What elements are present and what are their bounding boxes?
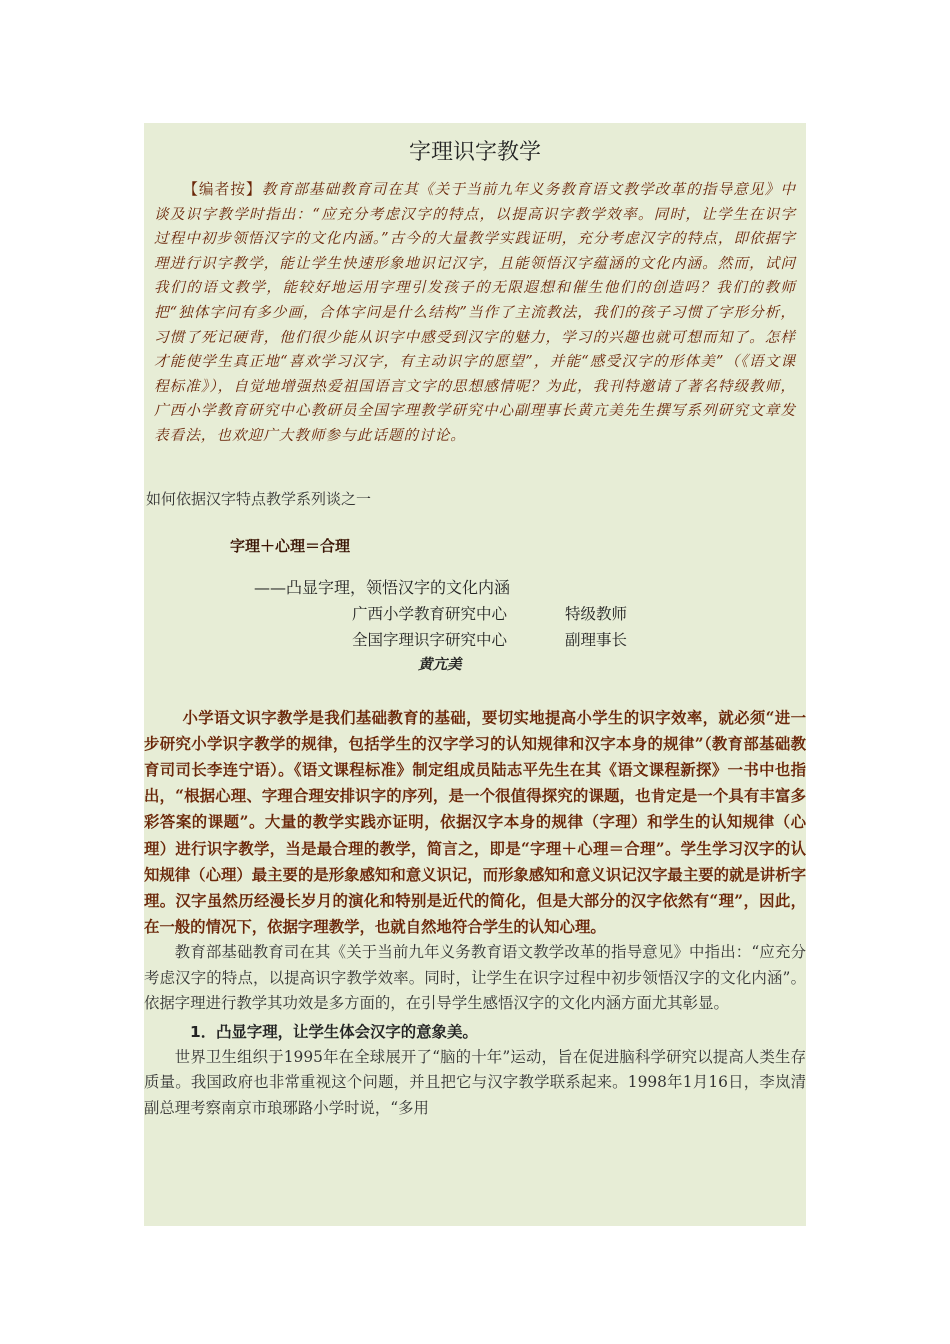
affiliation-org: 广西小学教育研究中心 (352, 604, 508, 623)
section-heading: 1．凸显字理，让学生体会汉字的意象美。 (190, 1022, 478, 1041)
author-name: 黄亢美 (418, 655, 462, 673)
author-affiliation (352, 601, 806, 627)
series-label: 如何依据汉字特点教学系列谈之一 (146, 489, 372, 508)
body-paragraph: 教育部基础教育司在其《关于当前九年义务教育语文教学改革的指导意见》中指出：“应充分考虑汉字的特点，以提高识字教学效率。同时，让学生在识字过程中初步领悟汉字的文化内涵”。依据字理进行教学其功效是多方面的，在引导学生感悟汉字的文化内涵方面尤其彰显。 (144, 943, 806, 1013)
body-paragraph-bold: 小学语文识字教学是我们基础教育的基础，要切实地提高小学生的识字效率，就必须“进一步研究小学识字教学的规律，包括学生的汉字学习的认知规律和汉字本身的规律”（教育部基础教育司司长李连宁语）。《语文课程标准》制定组成员陆志平先生在其《语文课程新探》一书中也指出，“根据心理、字理合理安排识字的序列，是一个很值得探究的课题，也肯定是一个具有丰富多彩答案的课题”。大量的教学实践亦证明，依据汉字本身的规律（字理）和学生的认知规律（心理）进行识字教学，当是最合理的教学，简言之，即是“字理＋心理＝合理”。学生学习汉字的认知规律（心理）最主要的是形象感知和意义识记，而形象感知和意义识记汉字最主要的就是讲析字理。汉字虽然历经漫长岁月的演化和特别是近代的简化，但是大部分的汉字依然有“理”，因此，在一般的情况下，依据字理教学，也就自然地符合学生的认知心理。 (144, 708, 806, 937)
article-title: 字理＋心理＝合理 (230, 536, 351, 555)
editor-note (154, 178, 796, 449)
document-page (144, 123, 806, 1226)
document-title: 字理识字教学 (408, 140, 541, 165)
editor-note-text: 教育部基础教育司在其《关于当前九年义务教育语文教学改革的指导意见》中谈及识字教学时指出：“应充分考虑汉字的特点，以提高识字教学效率。同时，让学生在识字过程中初步领悟汉字的文化内涵。”古今的大量教学实践证明，充分考虑汉字的特点，即依据字理进行识字教学，能让学生快速形象地识记汉字，且能领悟汉字蕴涵的文化内涵。然而，试问我们的语文教学，能较好地运用字理引发孩子的无限遐想和催生他们的创造吗？我们的教师把“独体字问有多少画，合体字问是什么结构”当作了主流教法，我们的孩子习惯了字形分析，习惯了死记硬背，他们很少能从识字中感受到汉字的魅力，学习的兴趣也就可想而知了。怎样才能使学生真正地“喜欢学习汉字，有主动识字的愿望”，并能“感受汉字的形体美”（《语文课程标准》），自觉地增强热爱祖国语言文字的思想感情呢？为此，我刊特邀请了著名特级教师，广西小学教育研究中心教研员全国字理教学研究中心副理事长黄亢美先生撰写系列研究文章发表看法，也欢迎广大教师参与此话题的讨论。 (154, 181, 796, 444)
body-paragraph: 世界卫生组织于1995年在全球展开了“脑的十年”运动，旨在促进脑科学研究以提高人类生存质量。我国政府也非常重视这个问题，并且把它与汉字教学联系起来。1998年1月16日，李岚清副总理考察南京市琅琊路小学时说，“多用 (144, 1047, 806, 1117)
article-subtitle: ——凸显字理，领悟汉字的文化内涵 (254, 577, 511, 597)
affiliation-org: 全国字理识字研究中心 (352, 630, 508, 649)
author-affiliation (352, 627, 806, 653)
affiliation-role: 副理事长 (565, 630, 628, 649)
affiliation-role: 特级教师 (565, 604, 628, 623)
editor-note-tag: 【编者按】 (183, 181, 262, 198)
